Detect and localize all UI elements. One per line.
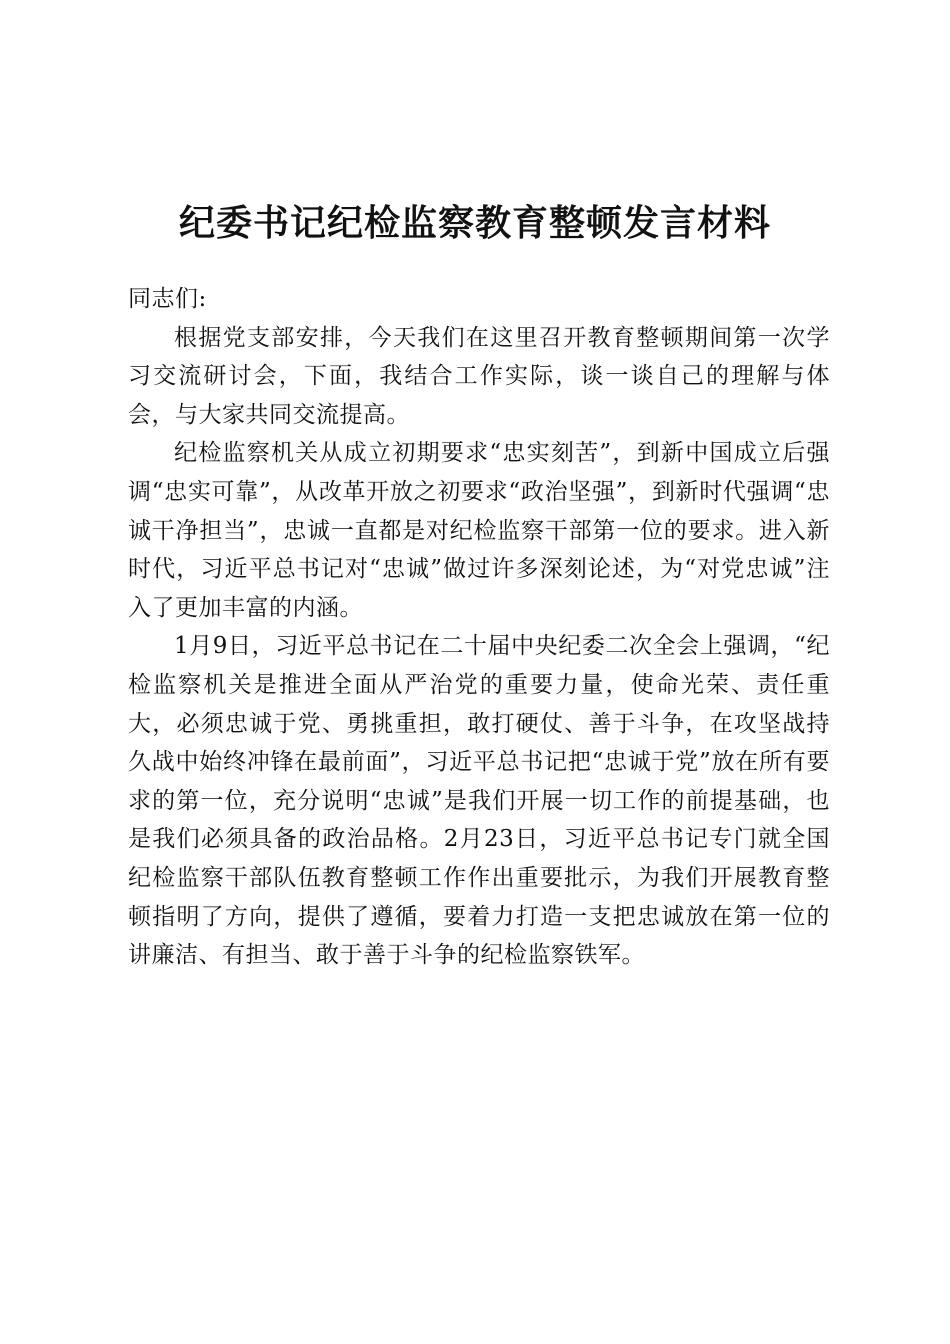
- paragraph-3: 1月9日，习近平总书记在二十届中央纪委二次全会上强调，“纪检监察机关是推进全面从严治党的重要力量，使命光荣、责任重大，必须忠诚于党、勇挑重担，敢打硬仗、善于斗争，在攻坚战持久战中始终冲锋在最前面”，习近平总书记把“忠诚于党”放在所有要求的第一位，充分说明“忠诚”是我们开展一切工作的前提基础，也是我们必须具备的政治品格。2月23日，习近平总书记专门就全国纪检监察干部队伍教育整顿工作作出重要批示，为我们开展教育整顿指明了方向，提供了遵循，要着力打造一支把忠诚放在第一位的讲廉洁、有担当、敢于善于斗争的纪检监察铁军。: [128, 633, 830, 969]
- paragraph-1: 根据党支部安排，今天我们在这里召开教育整顿期间第一次学习交流研讨会，下面，我结合工作实际，谈一谈自己的理解与体会，与大家共同交流提高。: [128, 324, 830, 428]
- salutation: 同志们:: [128, 286, 207, 312]
- document-body: [128, 280, 830, 975]
- document-title: 纪委书记纪检监察教育整顿发言材料: [178, 202, 771, 244]
- paragraph-2: 纪检监察机关从成立初期要求“忠实刻苦”，到新中国成立后强调“忠实可靠”，从改革开放之初要求“政治坚强”，到新时代强调“忠诚干净担当”，忠诚一直都是对纪检监察干部第一位的要求。进入新时代，习近平总书记对“忠诚”做过许多深刻论述，为“对党忠诚”注入了更加丰富的内涵。: [128, 440, 830, 621]
